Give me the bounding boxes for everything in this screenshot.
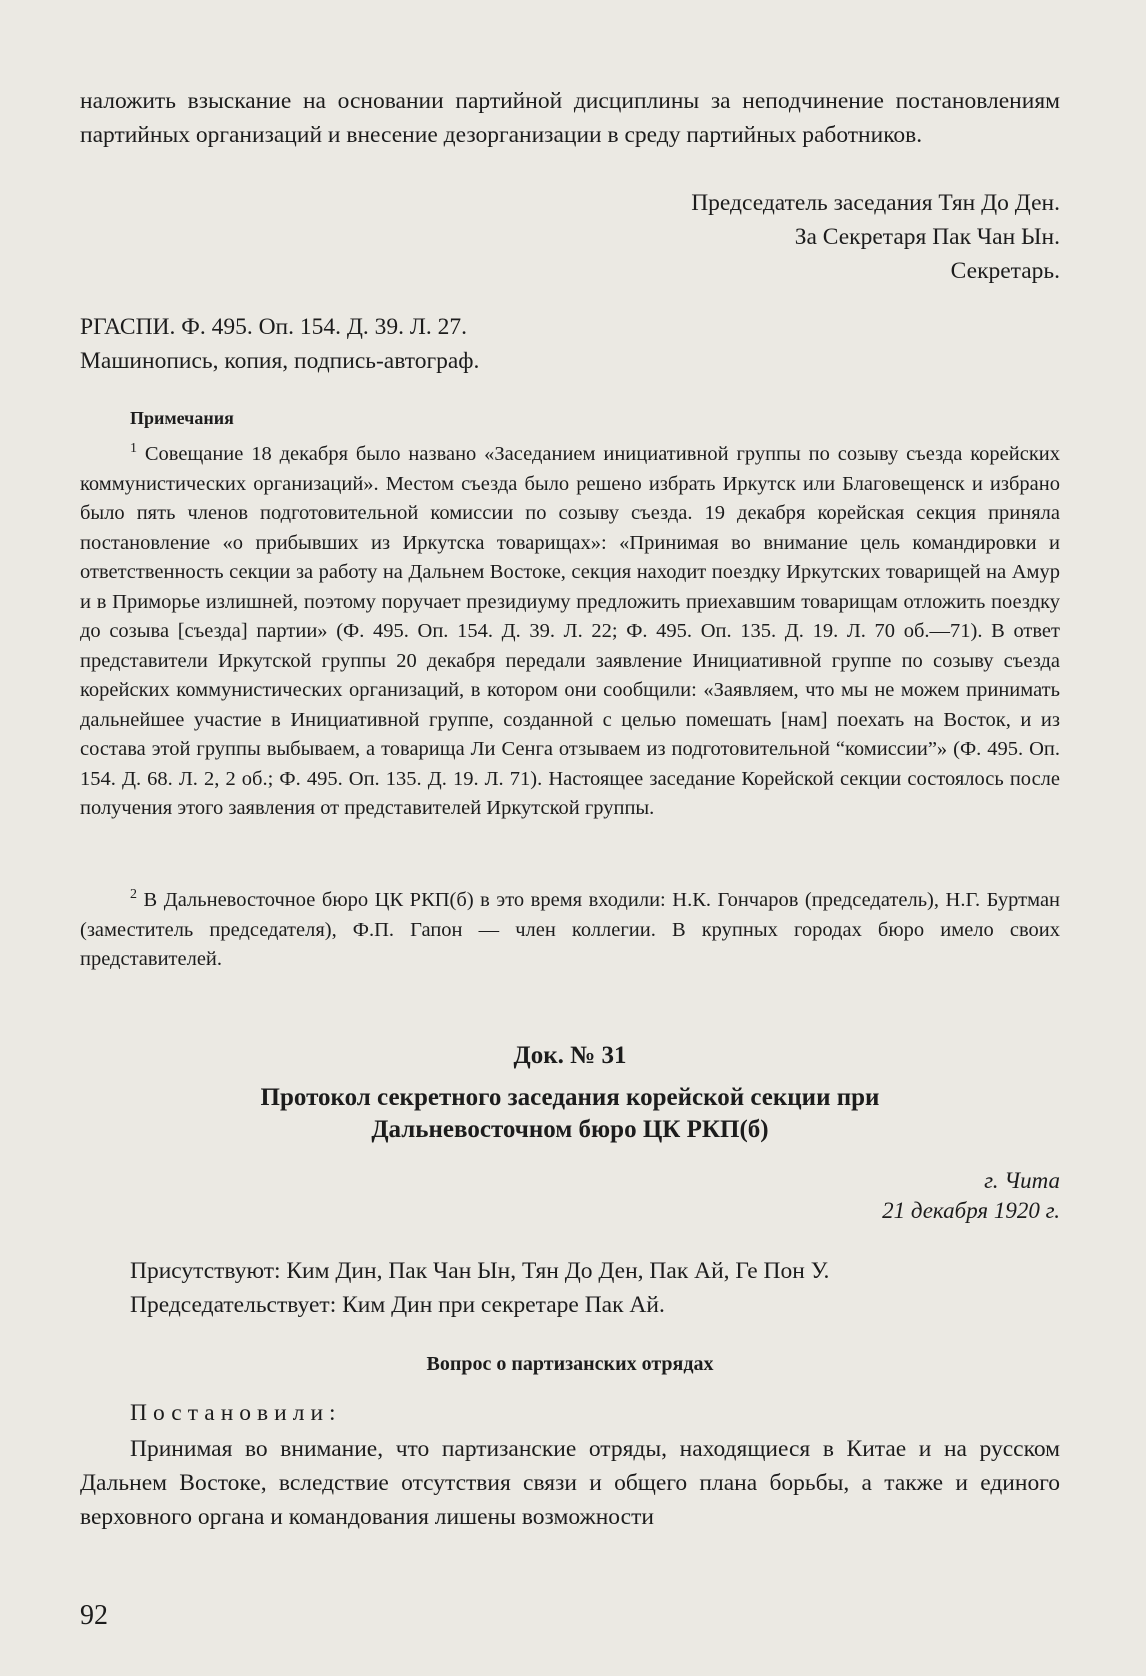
signature-secretary: Секретарь. (950, 258, 1060, 284)
notes-heading: Примечания (130, 408, 234, 428)
present-list: Присутствуют: Ким Дин, Пак Чан Ын, Тян До Ден, Пак Ай, Ге Пон У. (130, 1258, 830, 1284)
note-2 (80, 886, 1060, 975)
archive-ref: РГАСПИ. Ф. 495. Оп. 154. Д. 39. Л. 27. (80, 314, 467, 340)
document-title-line-2: Дальневосточном бюро ЦК РКП(б) (371, 1116, 769, 1143)
archive-type: Машинопись, копия, подпись-автограф. (80, 348, 480, 374)
signature-for-secretary: За Секретаря Пак Чан Ын. (794, 224, 1060, 250)
note-2-text: В Дальневосточное бюро ЦК РКП(б) в это время входили: Н.К. Гончаров (председатель), Н.Г. Буртман (заместитель председателя), Ф.П. Гапон — член коллегии. В крупных городах бюро имело своих представителей. (80, 889, 1061, 970)
document-number: Док. № 31 (513, 1042, 627, 1069)
document-title (80, 1082, 1060, 1146)
chaired-by: Председательствует: Ким Дин при секретаре Пак Ай. (130, 1292, 665, 1318)
page-number: 92 (80, 1600, 108, 1631)
top-paragraph: наложить взыскание на основании партийной дисциплины за неподчинение постановлениям партийных организаций и внесение дезорганизации в среду партийных работников. (80, 88, 1060, 148)
attendance (80, 1254, 1060, 1322)
resolution-body: Принимая во внимание, что партизанские отряды, находящиеся в Китае и на русском Дальнем Востоке, вследствие отсутствия связи и общего плана борьбы, а также и единого верховного органа и командования лишены возможности (80, 1436, 1060, 1530)
resolved-heading: Постановили: (130, 1400, 342, 1426)
document-place: г. Чита (984, 1168, 1060, 1193)
note-1 (80, 440, 1060, 824)
signatures (80, 186, 1060, 288)
question-heading: Вопрос о партизанских отрядах (426, 1353, 714, 1375)
note-2-number: 2 (130, 887, 137, 903)
place-date (80, 1166, 1060, 1226)
document-title-line-1: Протокол секретного заседания корейской секции при (260, 1084, 880, 1111)
document-date: 21 декабря 1920 г. (882, 1198, 1060, 1223)
archive-reference (80, 310, 1060, 378)
note-1-text: Совещание 18 декабря было названо «Заседанием инициативной группы по созыву съезда корейских коммунистических организаций». Местом съезда было решено избрать Иркутск или Благовещенск и избрано было пять членов подготовительной комиссии по созыву съезда. 19 декабря корейская секция приняла постановление «о прибывших из Иркутска товарищах»: «Принимая во внимание цель командировки и ответственность секции за работу на Дальнем Востоке, секция находит поездку Иркутских товарищей на Амур и в Приморье излишней, поэтому поручает президиуму предложить приехавшим товарищам отложить поездку до созыва [съезда] партии» (Ф. 495. Оп. 154. Д. 39. Л. 22; Ф. 495. Оп. 135. Д. 19. Л. 70 об.—71). В ответ представители Иркутской группы 20 декабря передали заявление Инициативной группе по созыву съезда корейских коммунистических организаций, в котором они сообщили: «Заявляем, что мы не можем принимать дальнейшее участие в Инициативной группе, созданной с целью помешать [нам] поехать на Восток, и из состава этой группы выбываем, а товарища Ли Сенга отзываем из подготовительной “комиссии”» (Ф. 495. Оп. 154. Д. 68. Л. 2, 2 об.; Ф. 495. Оп. 135. Д. 19. Л. 71). Настоящее заседание Корейской секции состоялось после получения этого заявления от представителей Иркутской группы. (80, 443, 1060, 819)
signature-chair: Председатель заседания Тян До Ден. (691, 190, 1060, 216)
note-1-number: 1 (130, 441, 137, 457)
